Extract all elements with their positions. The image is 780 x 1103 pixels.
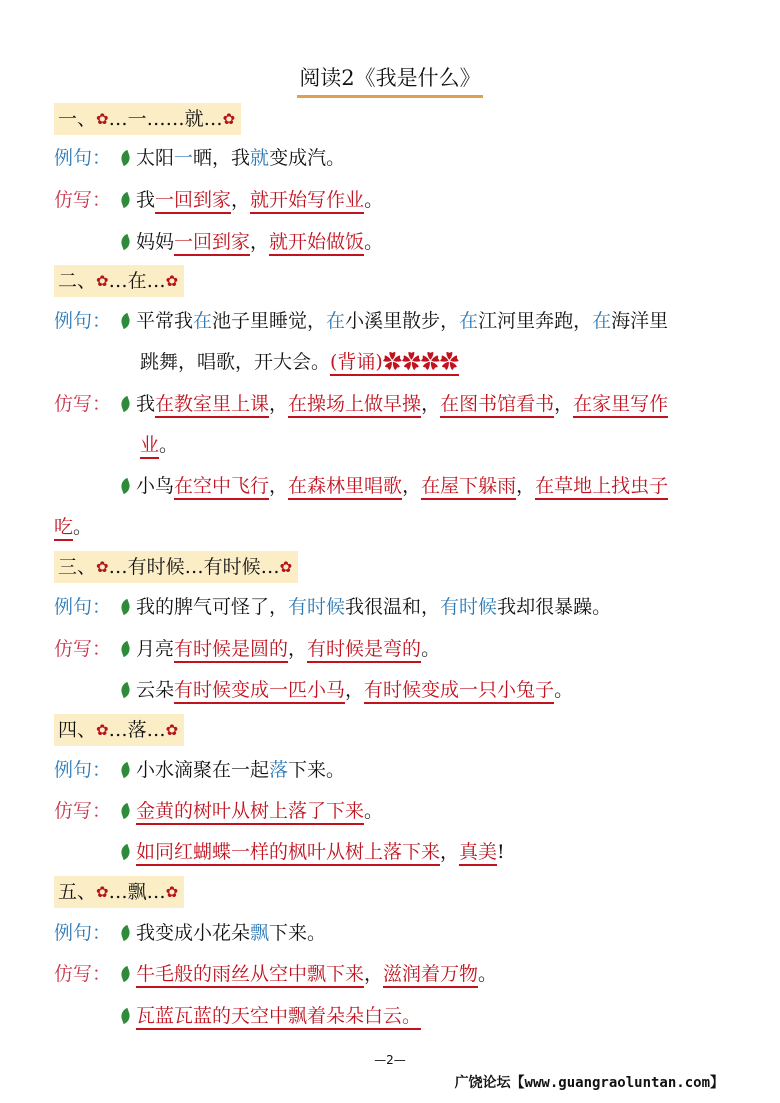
example-sentence (121, 918, 326, 948)
sentence-text: ， (269, 475, 289, 497)
imitated-phrase: 如同红蝴蝶一样的枫叶从树上落下来 (136, 841, 440, 866)
sentence-text: 。 (364, 800, 384, 822)
sentence-text: 太阳 (136, 147, 175, 169)
imitated-phrase: 在空中飞行 (174, 475, 269, 500)
imitated-phrase: 在教室里上课 (155, 393, 269, 418)
imitated-phrase: 金黄的树叶从树上落了下来 (136, 800, 364, 825)
sentence-text: 变成汽。 (269, 147, 346, 169)
imitated-phrase: 在森林里唱歌 (288, 475, 402, 500)
example-sentence (121, 592, 611, 622)
flower-icon: ✿ (279, 558, 293, 576)
page-number: —2— (374, 1053, 406, 1067)
sentence-text: ! (497, 841, 505, 863)
example-label: 例句： (54, 310, 112, 332)
sentence-text: ， (402, 475, 422, 497)
sentence-text: ， (250, 231, 270, 253)
imitate-sentence (121, 837, 505, 867)
leaf-icon (119, 682, 132, 698)
imitate-sentence (121, 227, 383, 257)
sentence-text: 。 (364, 189, 384, 211)
leaf-icon (119, 762, 132, 778)
imitated-phrase: 一回到家 (174, 231, 250, 256)
sentence-text: ， (421, 393, 441, 415)
leaf-icon (119, 1008, 132, 1024)
imitated-phrase: 业 (140, 434, 159, 459)
flower-icon: ✿ (165, 883, 179, 901)
flower-icon: ✿ (165, 721, 179, 739)
sentence-text: 。 (73, 516, 93, 538)
imitate-sentence (121, 796, 383, 826)
section-heading-4: 四、✿…落…✿ (54, 714, 184, 746)
keyword-highlight: 一 (174, 147, 194, 169)
imitate-sentence (121, 471, 668, 501)
sentence-text: 下来。 (269, 922, 327, 944)
keyword-highlight: 在 (459, 310, 479, 332)
imitate-label: 仿写： (54, 963, 112, 985)
keyword-highlight: 在 (326, 310, 346, 332)
flower-icon: ✿ (96, 721, 109, 739)
sentence-text: ， (516, 475, 536, 497)
sentence-text: ， (440, 841, 460, 863)
example-sentence (121, 755, 345, 785)
keyword-highlight: 就 (250, 147, 270, 169)
sentence-text: 。 (364, 231, 384, 253)
example-sentence-cont (140, 347, 459, 377)
imitated-phrase: 真美 (459, 841, 497, 866)
imitated-phrase: 就开始做饭 (269, 231, 364, 256)
imitated-phrase: 瓦蓝瓦蓝的天空中飘着朵朵白云。 (136, 1005, 421, 1030)
imitate-sentence (121, 389, 668, 419)
imitate-label: 仿写： (54, 800, 112, 822)
sentence-text: 我 (136, 189, 156, 211)
imitate-sentence (121, 1001, 421, 1031)
example-sentence (121, 306, 668, 336)
imitate-sentence-cont (140, 430, 178, 460)
imitated-phrase: (背诵)✿✿✿✿ (330, 351, 459, 376)
keyword-highlight: 有时候 (440, 596, 498, 618)
keyword-highlight: 落 (269, 759, 289, 781)
imitate-label: 仿写： (54, 638, 112, 660)
imitated-phrase: 在家里写作 (573, 393, 668, 418)
leaf-icon (119, 150, 132, 166)
flower-icon: ✿ (222, 110, 236, 128)
imitated-phrase: 有时候变成一匹小马 (174, 679, 345, 704)
imitated-phrase: 有时候变成一只小兔子 (364, 679, 554, 704)
flower-icon: ✿ (96, 272, 109, 290)
leaf-icon (119, 313, 132, 329)
imitated-phrase: 就开始写作业 (250, 189, 364, 214)
leaf-icon (119, 599, 132, 615)
sentence-text: 。 (159, 434, 179, 456)
sentence-text: 我变成小花朵 (136, 922, 251, 944)
imitate-label: 仿写： (54, 393, 112, 415)
sentence-text: ， (345, 679, 365, 701)
example-sentence (121, 143, 345, 173)
example-label: 例句： (54, 596, 112, 618)
sentence-text: 跳舞，唱歌，开大会。 (140, 351, 331, 373)
leaf-icon (119, 966, 132, 982)
sentence-text: 我很温和， (345, 596, 441, 618)
sentence-text: 小水滴聚在一起 (136, 759, 270, 781)
sentence-text: 。 (478, 963, 498, 985)
imitated-phrase: 吃 (54, 516, 73, 541)
imitate-sentence (121, 185, 383, 215)
sentence-text: 我 (136, 393, 156, 415)
sentence-text: ， (269, 393, 289, 415)
sentence-text: 我的脾气可怪了， (136, 596, 289, 618)
imitated-phrase: 在草地上找虫子 (535, 475, 668, 500)
leaf-icon (119, 641, 132, 657)
leaf-icon (119, 478, 132, 494)
sentence-text: 。 (421, 638, 441, 660)
sentence-text: 云朵 (136, 679, 175, 701)
source-credit: 广饶论坛【www.guangraoluntan.com】 (454, 1075, 724, 1091)
imitate-label: 仿写： (54, 189, 112, 211)
imitated-phrase: 有时候是圆的 (174, 638, 288, 663)
leaf-icon (119, 925, 132, 941)
leaf-icon (119, 234, 132, 250)
keyword-highlight: 飘 (250, 922, 270, 944)
keyword-highlight: 在 (193, 310, 213, 332)
section-heading-5: 五、✿…飘…✿ (54, 876, 184, 908)
keyword-highlight: 有时候 (288, 596, 346, 618)
sentence-text: 平常我 (136, 310, 194, 332)
sentence-text: ， (364, 963, 384, 985)
imitated-phrase: 有时候是弯的 (307, 638, 421, 663)
example-label: 例句： (54, 759, 112, 781)
leaf-icon (119, 396, 132, 412)
imitated-phrase: 在图书馆看书 (440, 393, 554, 418)
leaf-icon (119, 803, 132, 819)
example-label: 例句： (54, 922, 112, 944)
imitated-phrase: 在操场上做早操 (288, 393, 421, 418)
sentence-text: 。 (554, 679, 574, 701)
imitated-phrase: 在屋下躲雨 (421, 475, 516, 500)
section-heading-3: 三、✿…有时候…有时候…✿ (54, 551, 298, 583)
example-label: 例句： (54, 147, 112, 169)
sentence-text: ， (288, 638, 308, 660)
sentence-text: 妈妈 (136, 231, 175, 253)
imitated-phrase: 滋润着万物 (383, 963, 478, 988)
imitated-phrase: 一回到家 (155, 189, 231, 214)
page-title: 阅读2《我是什么》 (0, 62, 780, 98)
sentence-text: 池子里睡觉， (212, 310, 327, 332)
leaf-icon (119, 192, 132, 208)
flower-icon: ✿ (165, 272, 179, 290)
keyword-highlight: 在 (592, 310, 612, 332)
section-heading-2: 二、✿…在…✿ (54, 265, 184, 297)
imitate-sentence (121, 634, 440, 664)
sentence-text: 晒，我 (193, 147, 251, 169)
leaf-icon (119, 844, 132, 860)
flower-icon: ✿ (96, 110, 109, 128)
sentence-text: 海洋里 (611, 310, 669, 332)
sentence-text: 我却很暴躁。 (497, 596, 612, 618)
sentence-text: 小溪里散步， (345, 310, 460, 332)
imitated-phrase: 牛毛般的雨丝从空中飘下来 (136, 963, 364, 988)
sentence-text: ， (231, 189, 251, 211)
sentence-text: 江河里奔跑， (478, 310, 593, 332)
imitate-sentence (121, 959, 497, 989)
sentence-text: ， (554, 393, 574, 415)
flower-icon: ✿ (96, 558, 109, 576)
sentence-text: 下来。 (288, 759, 346, 781)
section-heading-1: 一、✿…一……就…✿ (54, 103, 241, 135)
flower-icon: ✿ (96, 883, 109, 901)
imitate-sentence-cont (54, 512, 92, 542)
sentence-text: 小鸟 (136, 475, 175, 497)
sentence-text: 月亮 (136, 638, 175, 660)
imitate-sentence (121, 675, 573, 705)
